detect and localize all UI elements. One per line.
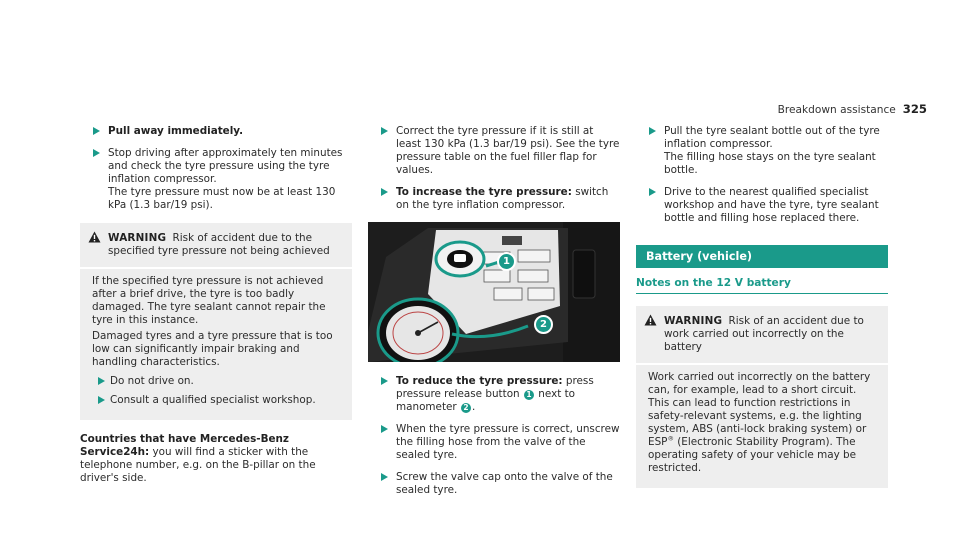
step-screw-valve-cap bbox=[368, 471, 620, 497]
warning-box-tyre-pressure bbox=[80, 223, 352, 420]
step-rest: . bbox=[472, 401, 476, 413]
compressor-photo bbox=[368, 222, 620, 362]
step-reduce-pressure bbox=[368, 375, 620, 414]
warning-text: (Electronic Stability Program). The operating safety of your vehicle may be restricted. bbox=[648, 436, 857, 474]
service-note-bold: Countries that have Mercedes-Benz Service24h: bbox=[80, 433, 289, 458]
step-pull-away bbox=[80, 125, 352, 138]
service-note-text: you will find a sticker with the telephone number, e.g. on the B-pillar on the driver's side. bbox=[80, 446, 316, 484]
step-pull-bottle bbox=[636, 125, 888, 177]
step-arrow-icon bbox=[98, 377, 105, 385]
warning-box-battery bbox=[636, 306, 888, 488]
step-text bbox=[396, 186, 620, 212]
section-name: Breakdown assistance bbox=[777, 104, 896, 116]
step-arrow-icon bbox=[381, 127, 388, 135]
step-increase-pressure bbox=[368, 186, 620, 212]
page-number: 325 bbox=[902, 102, 927, 116]
section-title-battery: Battery (vehicle) bbox=[636, 245, 888, 268]
step-rest: switch on the tyre inflation compressor. bbox=[396, 186, 609, 211]
step-text: When the tyre pressure is correct, unscrew the filling hose from the valve of the sealed tyre. bbox=[396, 423, 620, 461]
warning-paragraph: If the specified tyre pressure is not achieved after a brief drive, the tyre is too badly damaged. The tyre sealant cannot repair the tyre in this instance. bbox=[92, 275, 326, 326]
warning-body bbox=[80, 269, 352, 420]
step-bold: To reduce the tyre pressure: bbox=[396, 375, 563, 387]
step-text: Stop driving after approximately ten minutes and check the tyre pressure using the tyre inflation compressor. The tyre pressure must now be at least 130 kPa (1.3 bar/19 psi). bbox=[108, 147, 343, 211]
warning-text: Work carried out incorrectly on the battery can, for example, lead to a short circuit. This can lead to function restrictions in safety-relevant systems, e.g. the lighting system, ABS (anti-lock braking system) or ESP bbox=[648, 371, 871, 448]
warning-heading: Risk of an accident due to work carried out incorrectly on the battery bbox=[664, 315, 864, 353]
step-arrow-icon bbox=[93, 149, 100, 157]
step-rest: press pressure release button bbox=[396, 375, 594, 400]
warning-title: WARNING bbox=[108, 232, 167, 244]
subsection-title-12v: Notes on the 12 V battery bbox=[636, 277, 888, 294]
step-arrow-icon bbox=[381, 377, 388, 385]
step-text: Screw the valve cap onto the valve of the sealed tyre. bbox=[396, 471, 613, 496]
warning-step-consult-workshop bbox=[92, 394, 342, 407]
service-note bbox=[80, 433, 352, 485]
step-drive-to-specialist bbox=[636, 186, 888, 225]
step-text: Consult a qualified specialist workshop. bbox=[110, 394, 316, 406]
step-text: Do not drive on. bbox=[110, 375, 194, 387]
warning-paragraph: Damaged tyres and a tyre pressure that is too low can significantly impair braking and handling characteristics. bbox=[92, 330, 333, 368]
column-1 bbox=[80, 125, 352, 485]
step-text bbox=[396, 375, 620, 414]
step-arrow-icon bbox=[649, 127, 656, 135]
warning-title: WARNING bbox=[664, 315, 723, 327]
warning-header bbox=[80, 223, 352, 269]
warning-heading: Risk of accident due to the specified tyre pressure not being achieved bbox=[108, 232, 330, 257]
warning-paragraph bbox=[648, 371, 878, 475]
step-rest: next to manometer bbox=[396, 388, 576, 413]
step-arrow-icon bbox=[381, 473, 388, 481]
warning-body bbox=[636, 365, 888, 488]
ref-badge-1: 1 bbox=[524, 390, 534, 400]
ref-badge-2: 2 bbox=[461, 403, 471, 413]
step-text: Drive to the nearest qualified specialist workshop and have the tyre, tyre sealant bottle and filling hose replaced there. bbox=[664, 186, 879, 224]
step-arrow-icon bbox=[381, 188, 388, 196]
step-stop-driving bbox=[80, 147, 352, 212]
page-header bbox=[778, 103, 927, 117]
column-3 bbox=[636, 125, 888, 501]
callout-2-badge: 2 bbox=[534, 315, 553, 334]
step-text: Pull away immediately. bbox=[108, 125, 244, 137]
warning-header bbox=[636, 306, 888, 365]
warning-triangle-icon bbox=[88, 231, 101, 243]
callout-1-badge: 1 bbox=[497, 252, 516, 271]
compressor-illustration bbox=[368, 222, 620, 362]
step-arrow-icon bbox=[649, 188, 656, 196]
step-text: Pull the tyre sealant bottle out of the tyre inflation compressor. The filling hose stays on the tyre sealant bottle. bbox=[664, 125, 880, 176]
step-bold: To increase the tyre pressure: bbox=[396, 186, 572, 198]
warning-step-do-not-drive bbox=[92, 375, 342, 388]
step-unscrew-hose bbox=[368, 423, 620, 462]
registered-mark: ® bbox=[667, 434, 674, 443]
column-2 bbox=[368, 125, 620, 506]
step-arrow-icon bbox=[93, 127, 100, 135]
step-text: Correct the tyre pressure if it is still at least 130 kPa (1.3 bar/19 psi). See the tyre pressure table on the fuel filler flap for values. bbox=[396, 125, 620, 176]
step-correct-pressure bbox=[368, 125, 620, 177]
warning-triangle-icon bbox=[644, 314, 657, 326]
step-arrow-icon bbox=[381, 425, 388, 433]
step-arrow-icon bbox=[98, 396, 105, 404]
